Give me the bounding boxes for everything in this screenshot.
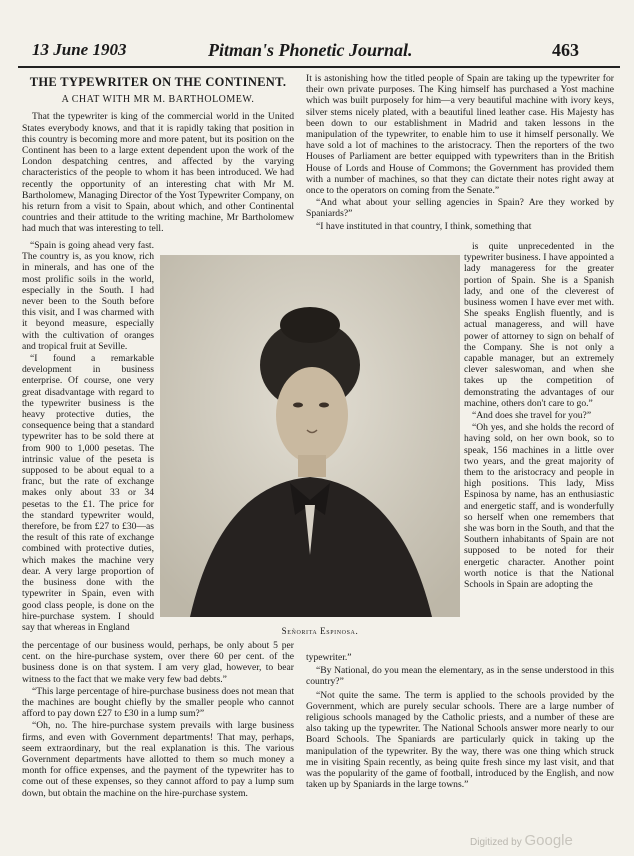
right-narrow-column bbox=[464, 241, 614, 591]
paragraph: “Not quite the same. The term is applied to the schools provided by the Government, which are purely secular schools. There are a large number of religious schools managed by the Catholic priests, and a number of these are also taking up the typewriter. The National Schools answer more nearly to our Board Schools. The Spaniards are particularly quick in taking up the manipulation of the typewriter. By the way, there was one thing which struck me in visiting Spain recently, as being quite fresh since my last visit, and that was the popularity of the game of football, introduced by the English, and now taken up by Spaniards in the large towns.” bbox=[306, 689, 614, 791]
digitized-watermark bbox=[470, 832, 573, 849]
left-narrow-column bbox=[22, 240, 154, 634]
left-column-top bbox=[22, 75, 294, 236]
paragraph: “I have instituted in that country, I think, something that bbox=[316, 220, 532, 232]
paragraph: typewriter.” bbox=[306, 652, 352, 663]
page-header bbox=[18, 40, 618, 66]
right-column-bottom bbox=[306, 652, 614, 792]
paragraph: “Oh, no. The hire-purchase system prevails with large business firms, and even with Government departments! That may, perhaps, seem extraordinary, but the real explanation is this. The various Government departments have allotted to them so much money a month for office expenses, and the payment of the typewriter has to come out of these expenses, so they cannot afford to pay a lump sum down, but obtain the machine on the hire-purchase system. bbox=[22, 720, 294, 799]
paragraph: “And does she travel for you?” bbox=[472, 410, 592, 422]
paragraph: is quite unprecedented in the typewriter business. I have appointed a lady manageress for the greater portion of Spain. She is a Spanish lady, and one of the cleverest of business women I have ever met with. She speaks English fluently, and is actual manageress, and will have power of attorney to sign on behalf of the Company. She is not only a capable manager, but an extremely clever saleswoman, and when she takes up the competition of demonstrating the advantages of our machine, others don't care to go.” bbox=[464, 241, 614, 409]
paragraph: “And what about your selling agencies in Spain? Are they worked by Spaniards?” bbox=[306, 197, 614, 220]
page-number: 463 bbox=[552, 40, 579, 60]
watermark-brand: Google bbox=[524, 832, 573, 849]
paragraph: “By National, do you mean the elementary, as in the sense understood in this country?” bbox=[306, 665, 614, 688]
paragraph: “Spain is going ahead very fast. The country is, as you know, rich in minerals, and has one of the most prolific soils in the world, especially in the South. I had never been to the South before this visit, and I was charmed with it beyond measure, especially with the cultivation of oranges and tropical fruit at Seville. bbox=[22, 240, 154, 352]
paragraph: “This large percentage of hire-purchase business does not mean that the machines are bought chiefly by the smaller people who cannot afford to pay down £27 to £30 in a lump sum?” bbox=[22, 685, 294, 720]
photo-caption: Señorita Espinosa. bbox=[281, 626, 359, 636]
paragraph: It is astonishing how the titled people of Spain are taking up the typewriter for their own private purposes. The King himself has purchased a Yost machine which was built purposely for him—a very beautiful machine with ivory keys, silver stems nicely plated, with a beautiful lined leather case. His Majesty has been down to our establishment in Madrid and taken lessons in the manipulation of the typewriter, to enable him to use it himself personally. We have sold a lot of machines to the aristocracy. Then the reporters of the two Houses of Parliament are better equipped with typewriters than in the British House of Lords and House of Commons; the Government has provided them with a number of machines, so that they can dictate their notes right away at once to the operators on coming from the Senate.” bbox=[306, 73, 614, 197]
paragraph: the percentage of our business would, perhaps, be only about 5 per cent. on the hire-purchase system, over there 60 per cent. of the business done is on that system. I am very glad, however, to bear witness to the fact that we make very few bad debts.” bbox=[22, 640, 294, 685]
portrait-photo bbox=[160, 255, 460, 617]
left-column-bottom bbox=[22, 640, 294, 800]
article-subtitle: A CHAT WITH MR M. BARTHOLOMEW. bbox=[61, 94, 255, 106]
issue-date: 13 June 1903 bbox=[32, 40, 127, 59]
portrait-illustration bbox=[160, 255, 460, 617]
intro-paragraph: That the typewriter is king of the commercial world in the United States everybody knows, and that it is rapidly taking that position in this country is becoming more and more patent, but its position on the Continent has been to a large extent dependent upon the work of the London despatching centres, and affected by the varying characteristics of the people to whom it has been introduced. We had recently the opportunity of an interesting chat with Mr M. Bartholomew, Managing Director of the Yost Typewriter Company, on his return from a visit to Spain, about which, and other Continental countries and their attitude to the writing machine, Mr Bartholomew had much that was interesting to tell. bbox=[22, 111, 294, 235]
right-column-top bbox=[306, 73, 614, 233]
header-rule bbox=[18, 66, 620, 68]
paragraph: “Oh yes, and she holds the record of having sold, on her own book, so to speak, 156 machines in a little over two years, and the great majority of them to the aristocracy and people in high positions. This lady, Miss Espinosa by name, has an enthusiastic and energetic staff, and is wonderfully so herself when one remembers that she was born in the South, and that the Southern inhabitants of Spain are not supposed to be noted for their energetic character. Another point worth notice is that the National Schools in Spain are adopting the bbox=[464, 422, 614, 591]
journal-title: Pitman's Phonetic Journal. bbox=[208, 40, 413, 60]
paragraph: “I found a remarkable development in business enterprise. Of course, one very great disadvantage with regard to the typewriter business is the heavy protective duties, the consequence being that a standard typewriter has to be sold there at from 900 to 1,000 pesetas. The intrinsic value of the peseta is supposed to be about equal to a franc, but the rate of exchange makes only about 33 or 34 pesetas to the £1. The price for the standard typewriter would, therefore, be from £27 to £30—as the result of this rate of exchange combined with protective duties, which makes the machine very dear. A very large proportion of the business done with the typewriter in Spain, even with good class people, is done on the hire-purchase system. I should say that whereas in England bbox=[22, 353, 154, 633]
watermark-prefix: Digitized by bbox=[470, 837, 522, 848]
article-title: THE TYPEWRITER ON THE CONTINENT. bbox=[29, 75, 287, 89]
